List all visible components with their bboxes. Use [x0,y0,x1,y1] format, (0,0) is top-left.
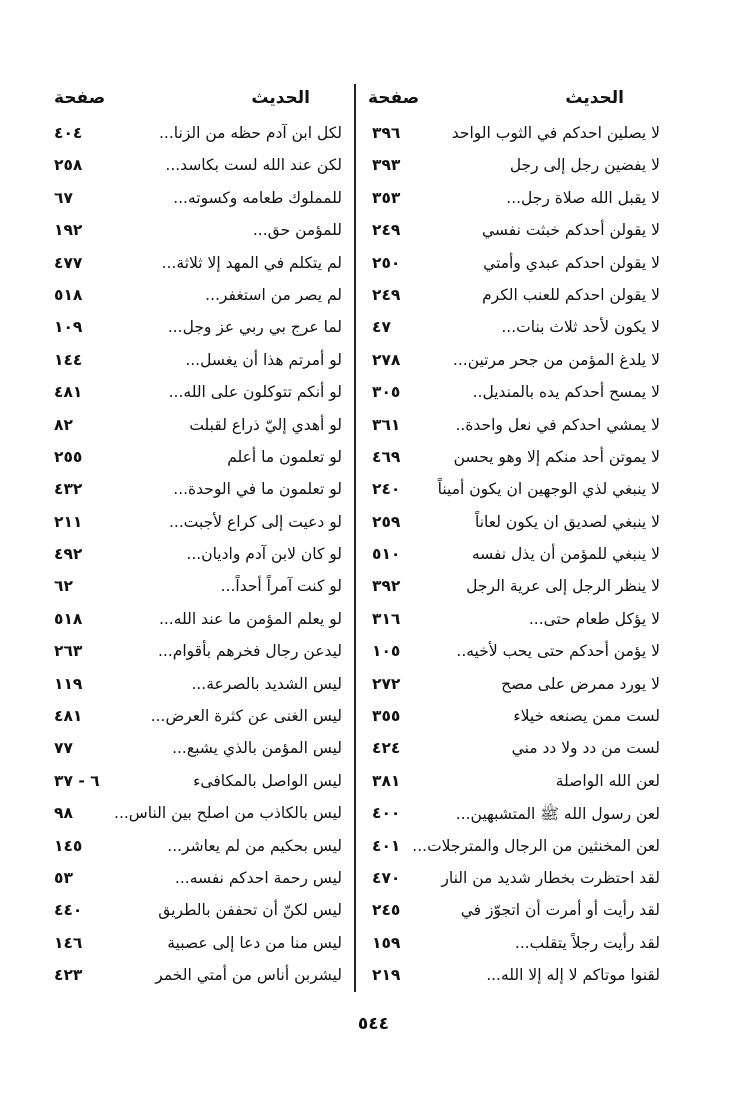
hadith-text: لا ينبغي لصديق ان يكون لعاناً [475,512,660,531]
index-entry [368,282,660,314]
page-reference: ١٤٥ [54,836,83,855]
column-divider [354,84,356,992]
hadith-text: للمملوك طعامه وكسوته... [173,188,342,207]
index-entry [368,185,660,217]
index-entry [44,735,342,767]
page-column-heading: صفحة [54,88,106,108]
index-entry [44,444,342,476]
page-reference: ٢٧٢ [372,674,401,693]
hadith-text: لا يمشي احدكم في نعل واحدة.. [455,415,660,434]
hadith-text: لعن الله الواصلة [555,771,660,790]
page-reference: ٢٤٩ [372,221,401,240]
hadith-text: لو أنكم تتوكلون على الله... [168,383,342,402]
page-reference: ١٠٩ [54,318,83,337]
right-entry-list [368,120,660,995]
index-entry [44,865,342,897]
page-reference: ٣٨١ [372,771,401,790]
hadith-text: لا يمسح أحدكم يده بالمنديل.. [472,383,660,402]
index-entry [368,152,660,184]
left-entry-list [44,120,342,995]
hadith-text: لو يعلم المؤمن ما عند الله... [158,609,342,628]
page-reference: ٢١١ [54,512,83,531]
page-reference: ٢١٩ [372,966,401,985]
index-entry [368,541,660,573]
page-reference: ٣٠٥ [372,383,401,402]
index-entry [368,379,660,411]
index-entry [368,897,660,929]
hadith-text: لما عرج بي ربي عز وجل... [167,318,342,337]
hadith-text: ليس المؤمن بالذي يشبع... [172,739,342,758]
index-entry [44,217,342,249]
hadith-text: ليس الغنى عن كثرة العرض... [150,707,342,726]
index-entry [368,930,660,962]
hadith-text: لو كنت آمراً أحداً... [220,577,342,596]
index-entry [44,606,342,638]
index-entry [368,250,660,282]
hadith-text: لا يورد ممرض على مصح [501,674,660,693]
hadith-text: ليس لكنّ أن تحففن بالطريق [158,901,342,920]
index-entry [368,606,660,638]
hadith-column-heading: الحديث [565,88,624,108]
index-entry [44,671,342,703]
page-reference: ٥١٠ [372,545,401,564]
page-reference: ٣٥٥ [372,707,401,726]
page-reference: ٢٥٨ [54,156,83,175]
page-reference: ٣٥٣ [372,188,401,207]
page-reference: ١٩٢ [54,221,83,240]
index-entry [44,638,342,670]
hadith-text: لقد رأيت رجلاً يتقلب... [514,933,660,952]
index-entry [368,573,660,605]
index-entry [368,962,660,994]
left-column-header [44,84,342,116]
index-entry [44,962,342,994]
page-reference: ٣٩٢ [372,577,401,596]
page-reference: ٤٩٢ [54,545,83,564]
hadith-text: لو أمرتم هذا أن يغسل... [185,350,342,369]
index-entry [44,573,342,605]
hadith-text: لم يتكلم في المهد إلا ثلاثة... [161,253,342,272]
page-reference: ٤٢٣ [54,966,83,985]
page-reference: ٤٧٧ [54,253,83,272]
hadith-text: لم يصر من استغفر... [205,285,342,304]
index-entry [44,897,342,929]
hadith-text: لست ممن يصنعه خيلاء [513,707,660,726]
index-entry [44,930,342,962]
index-entry [368,120,660,152]
hadith-text: لقنوا موتاكم لا إله إلا الله... [486,966,660,985]
page-reference: ٣٩٣ [372,156,401,175]
index-entry [44,509,342,541]
index-entry [44,541,342,573]
hadith-text: لا يؤمن أحدكم حتى يحب لأخيه.. [456,642,660,661]
hadith-text: لو أهدي إليّ ذراع لقبلت [189,415,342,434]
page-reference: ٩٨ [54,804,73,823]
index-entry [44,282,342,314]
page-reference: ١٠٥ [372,642,401,661]
page-reference: ٤٧٠ [372,868,401,887]
right-column [368,84,660,995]
page-reference: ٤٤٠ [54,901,83,920]
hadith-text: ليشربن أناس من أمتي الخمر [155,966,342,985]
page-number: ٥٤٤ [357,1014,390,1034]
index-entry [44,412,342,444]
index-entry [44,314,342,346]
index-entry [368,865,660,897]
index-entry [368,768,660,800]
index-entry [368,800,660,832]
hadith-text: لو كان لابن آدم واديان... [186,545,342,564]
hadith-text: لا يموتن أحد منكم إلا وهو يحسن [453,447,660,466]
hadith-text: لكن عند الله لست بكاسد... [165,156,342,175]
page-reference: ١٤٦ [54,933,83,952]
index-entry [44,250,342,282]
hadith-text: لعن المخنثين من الرجال والمترجلات... [412,836,660,855]
index-entry [368,347,660,379]
hadith-text: لا يقولن احدكم عبدي وأمتي [483,253,660,272]
page-reference: ١١٩ [54,674,83,693]
index-entry [368,444,660,476]
page-reference: ٤٠٠ [372,804,401,823]
index-entry [44,476,342,508]
page-reference: ٦٢ [54,577,73,596]
page-reference: ٣١٦ [372,609,401,628]
index-entry [368,703,660,735]
page-reference: ٣٩٦ [372,124,401,142]
index-entry [368,671,660,703]
page-reference: ٣٦١ [372,415,401,434]
index-entry [44,152,342,184]
page-reference: ٧٧ [54,739,73,758]
hadith-text: لعن رسول الله ﷺ المتشبهين... [455,805,660,824]
hadith-text: لقد رأيت أو أمرت أن اتجوّز في [460,901,660,920]
hadith-text: لو تعلمون ما في الوحدة... [173,480,342,499]
index-entry [368,476,660,508]
page-reference: ١٥٩ [372,933,401,952]
page-reference: ٦ - ٣٧ [54,771,100,790]
hadith-text: لا يؤكل طعام حتى... [528,609,660,628]
index-entry [44,120,342,152]
index-entry [368,412,660,444]
index-entry [44,347,342,379]
page-reference: ٤٨١ [54,383,83,402]
hadith-text: لا يقبل الله صلاة رجل... [506,188,660,207]
index-entry [44,800,342,832]
hadith-text: ليدعن رجال فخرهم بأقوام... [157,642,342,661]
page-reference: ٢٤٩ [372,285,401,304]
page-reference: ١٤٤ [54,350,83,369]
index-entry [44,185,342,217]
index-entry [368,314,660,346]
hadith-text: ليس الواصل بالمكافىء [193,771,342,790]
index-entry [44,768,342,800]
page-reference: ٤٦٩ [372,447,401,466]
hadith-text: لا يصلين احدكم في الثوب الواحد [451,124,660,142]
page-reference: ٦٧ [54,188,73,207]
hadith-text: لا يفضين رجل إلى رجل [509,156,660,175]
page-reference: ٢٤٥ [372,901,401,920]
page-reference: ٥١٨ [54,285,83,304]
hadith-text: لكل ابن آدم حظه من الزنا... [159,124,342,142]
hadith-text: ليس بحكيم من لم يعاشر... [167,836,342,855]
hadith-text: ليس رحمة احدكم نفسه... [174,868,342,887]
right-column-header [368,84,660,116]
hadith-text: لو تعلمون ما أعلم [227,447,342,466]
page-reference: ٤٨١ [54,707,83,726]
page-reference: ٤٧ [372,318,391,337]
page-reference: ٢٤٠ [372,480,401,499]
index-entry [368,217,660,249]
index-entry [44,833,342,865]
hadith-text: ليس بالكاذب من اصلح بين الناس... [114,804,342,823]
page-reference: ٥٣ [54,868,73,887]
page-reference: ٢٦٣ [54,642,83,661]
page-reference: ٤٠١ [372,836,401,855]
page-reference: ٥١٨ [54,609,83,628]
hadith-text: لا ينبغي لذي الوجهين ان يكون أميناً [437,480,660,499]
hadith-text: لا يلدغ المؤمن من جحر مرتين... [452,350,660,369]
hadith-text: لو دعيت إلى كراع لأجبت... [168,512,342,531]
hadith-text: لا يقولن أحدكم خبثت نفسي [481,221,660,240]
hadith-text: لا ينبغي للمؤمن أن يذل نفسه [471,545,660,564]
page-reference: ٢٥٩ [372,512,401,531]
left-column [44,84,342,995]
index-entry [44,703,342,735]
hadith-column-heading: الحديث [251,88,310,108]
page-reference: ٤٢٤ [372,739,401,758]
hadith-text: للمؤمن حق... [252,221,342,240]
page-reference: ٤٣٢ [54,480,83,499]
hadith-text: لا يكون لأحد ثلاث بنات... [501,318,660,337]
hadith-text: ليس الشديد بالصرعة... [191,674,342,693]
page-reference: ٢٥٥ [54,447,83,466]
index-entry [368,509,660,541]
hadith-text: لست من دد ولا دد مني [511,739,660,758]
hadith-text: ليس منا من دعا إلى عصبية [167,933,342,952]
hadith-text: لقد احتظرت بخطار شديد من النار [441,868,660,887]
page-column-heading: صفحة [368,88,420,108]
page-reference: ٤٠٤ [54,124,83,142]
page-reference: ٢٧٨ [372,350,401,369]
page-reference: ٨٢ [54,415,73,434]
index-entry [368,638,660,670]
index-entry [368,833,660,865]
hadith-text: لا ينظر الرجل إلى عرية الرجل [466,577,660,596]
index-entry [44,379,342,411]
page-reference: ٢٥٠ [372,253,401,272]
index-entry [368,735,660,767]
hadith-text: لا يقولن احدكم للعنب الكرم [482,285,660,304]
